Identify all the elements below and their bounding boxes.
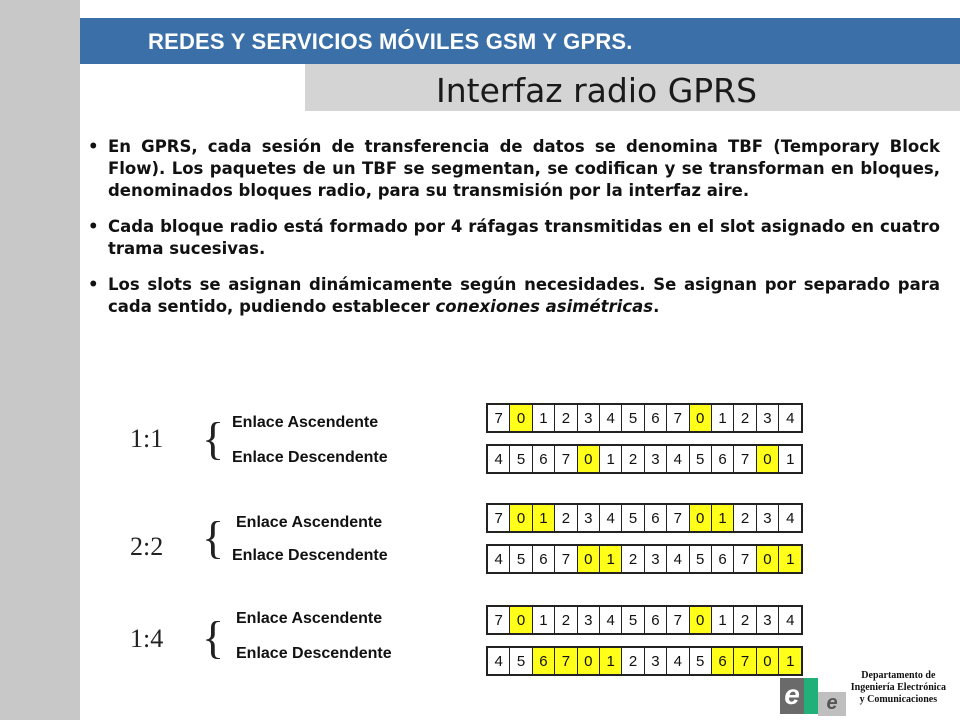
slot-cell: 1 bbox=[786, 450, 795, 468]
slot-cell: 6 bbox=[533, 446, 555, 472]
bullet-dot-icon: • bbox=[88, 137, 99, 156]
slot-cell: 1 bbox=[600, 446, 622, 472]
slot-cell-assigned: 0 bbox=[510, 505, 532, 531]
slot-cell-assigned: 6 bbox=[533, 648, 555, 674]
slot-cell-assigned: 0 bbox=[757, 446, 779, 472]
bullet-item bbox=[86, 216, 940, 260]
slot-cell: 4 bbox=[667, 546, 689, 572]
slot-cell: 6 bbox=[645, 405, 667, 431]
bullet-item bbox=[86, 274, 940, 318]
slot-cell: 7 bbox=[667, 607, 689, 633]
slot-cell: 7 bbox=[667, 505, 689, 531]
slot-cell: 4 bbox=[600, 505, 622, 531]
slot-cell: 3 bbox=[757, 405, 779, 431]
slot-cell-assigned: 7 bbox=[555, 648, 577, 674]
slot-cell-assigned: 1 bbox=[533, 505, 555, 531]
slot-cell-assigned: 0 bbox=[578, 648, 600, 674]
slot-cell: 5 bbox=[510, 648, 532, 674]
header-title: REDES Y SERVICIOS MÓVILES GSM Y GPRS. bbox=[148, 29, 633, 54]
dept-logo-icon bbox=[780, 672, 846, 716]
slot-cell: 7 bbox=[734, 546, 756, 572]
slot-row-downlink-2-2 bbox=[486, 544, 803, 574]
slot-cell: 4 bbox=[667, 446, 689, 472]
slot-cell: 7 bbox=[667, 405, 689, 431]
slot-cell: 6 bbox=[645, 607, 667, 633]
slot-cell: 7 bbox=[488, 405, 510, 431]
bullet-text: En GPRS, cada sesión de transferencia de datos se denomina TBF (Temporary Block Flow). Los paquetes de un TBF se segmentan, se codifican y se transforman en bloques, denominados bloques radio, para su transmisión por la interfaz aire. bbox=[108, 137, 940, 200]
slot-cell-assigned: 0 bbox=[757, 648, 779, 674]
downlink-label: Enlace Descendente bbox=[236, 645, 392, 662]
department-line: y Comunicaciones bbox=[859, 694, 938, 705]
slot-cell: 2 bbox=[555, 405, 577, 431]
logo-green-block bbox=[804, 678, 818, 714]
uplink-label: Enlace Ascendente bbox=[236, 610, 383, 627]
slot-cell: 6 bbox=[533, 546, 555, 572]
slot-cell: 3 bbox=[757, 505, 779, 531]
downlink-label: Enlace Descendente bbox=[232, 547, 388, 564]
slot-cell-assigned: 0 bbox=[690, 405, 712, 431]
slot-cell: 3 bbox=[578, 505, 600, 531]
slot-cell: 7 bbox=[555, 446, 577, 472]
slot-cell: 5 bbox=[622, 405, 644, 431]
slot-cell: 5 bbox=[622, 505, 644, 531]
slot-cell: 2 bbox=[555, 607, 577, 633]
slot-cell: 6 bbox=[712, 446, 734, 472]
uplink-label: Enlace Ascendente bbox=[232, 414, 379, 431]
slot-cell-assigned: 0 bbox=[578, 546, 600, 572]
bullet-text-italic: conexiones asimétricas bbox=[435, 297, 654, 316]
department-line: Departamento de bbox=[861, 670, 936, 681]
slot-cell-assigned: 1 bbox=[712, 505, 734, 531]
slot-cell: 4 bbox=[488, 546, 510, 572]
slot-cell: 7 bbox=[734, 446, 756, 472]
slot-cell: 3 bbox=[645, 546, 667, 572]
slot-cell-assigned: 1 bbox=[779, 546, 801, 572]
slot-cell: 4 bbox=[488, 648, 510, 674]
slot-cell: 1 bbox=[533, 607, 555, 633]
department-line: Ingeniería Electrónica bbox=[850, 682, 946, 693]
uplink-label: Enlace Ascendente bbox=[236, 514, 383, 531]
logo-letter-main: e bbox=[780, 678, 804, 714]
slot-cell-assigned: 0 bbox=[757, 546, 779, 572]
slot-cell: 3 bbox=[757, 607, 779, 633]
slot-cell: 4 bbox=[786, 409, 795, 427]
bullet-list bbox=[86, 136, 940, 332]
slot-row-uplink-1-4 bbox=[486, 605, 803, 635]
slot-cell-assigned: 0 bbox=[510, 405, 532, 431]
bullet-text: Los slots se asignan dinámicamente según necesidades. Se asignan por separado para cada sentido, pudiendo establecer bbox=[108, 275, 940, 316]
slot-cell: 7 bbox=[555, 546, 577, 572]
bullet-dot-icon: • bbox=[88, 217, 99, 236]
slot-cell: 5 bbox=[622, 607, 644, 633]
slot-cell: 1 bbox=[712, 405, 734, 431]
slot-cell-assigned: 0 bbox=[578, 446, 600, 472]
slot-cell-assigned: 6 bbox=[712, 648, 734, 674]
slot-cell: 4 bbox=[667, 648, 689, 674]
slot-cell: 5 bbox=[690, 446, 712, 472]
slot-cell: 3 bbox=[578, 405, 600, 431]
slot-cell: 3 bbox=[645, 648, 667, 674]
slot-cell: 5 bbox=[690, 546, 712, 572]
slot-cell: 2 bbox=[622, 546, 644, 572]
brace-2-2: { bbox=[202, 512, 225, 563]
ratio-label-2-2: 2:2 bbox=[130, 532, 164, 561]
slot-row-downlink-1-1 bbox=[486, 444, 803, 474]
department-name bbox=[851, 670, 946, 706]
slot-cell: 4 bbox=[600, 607, 622, 633]
slot-cell-assigned: 1 bbox=[600, 546, 622, 572]
bullet-text-end: . bbox=[653, 297, 660, 316]
slot-cell: 4 bbox=[600, 405, 622, 431]
slot-cell: 2 bbox=[734, 607, 756, 633]
slot-cell: 1 bbox=[533, 405, 555, 431]
slot-row-uplink-2-2 bbox=[486, 503, 803, 533]
slot-cell: 2 bbox=[555, 505, 577, 531]
slot-cell-assigned: 1 bbox=[779, 648, 801, 674]
downlink-label: Enlace Descendente bbox=[232, 449, 388, 466]
slot-cell: 5 bbox=[510, 446, 532, 472]
slot-cell-assigned: 7 bbox=[734, 648, 756, 674]
slot-cell: 4 bbox=[488, 446, 510, 472]
slot-row-downlink-1-4 bbox=[486, 646, 803, 676]
slot-cell: 2 bbox=[734, 405, 756, 431]
bullet-dot-icon: • bbox=[88, 275, 99, 294]
slot-cell: 6 bbox=[712, 546, 734, 572]
slot-cell: 2 bbox=[622, 446, 644, 472]
slot-cell-assigned: 0 bbox=[690, 607, 712, 633]
slot-cell: 5 bbox=[510, 546, 532, 572]
slot-cell: 2 bbox=[734, 505, 756, 531]
logo-letter-small: e bbox=[818, 692, 846, 716]
bullet-text: Cada bloque radio está formado por 4 ráfagas transmitidas en el slot asignado en cuatro trama sucesivas. bbox=[108, 217, 940, 258]
slot-row-uplink-1-1 bbox=[486, 403, 803, 433]
bullet-item bbox=[86, 136, 940, 202]
slide-subtitle: Interfaz radio GPRS bbox=[436, 71, 758, 110]
left-decorative-stripe bbox=[0, 0, 80, 720]
slot-cell: 4 bbox=[786, 611, 795, 629]
slot-cell: 5 bbox=[690, 648, 712, 674]
ratio-label-1-1: 1:1 bbox=[130, 424, 164, 453]
brace-1-1: { bbox=[202, 413, 225, 464]
slot-cell-assigned: 1 bbox=[600, 648, 622, 674]
slot-cell: 7 bbox=[488, 505, 510, 531]
slot-cell: 3 bbox=[578, 607, 600, 633]
slot-cell: 3 bbox=[645, 446, 667, 472]
slot-cell: 1 bbox=[712, 607, 734, 633]
ratio-label-1-4: 1:4 bbox=[130, 624, 164, 653]
slot-cell: 2 bbox=[622, 648, 644, 674]
slot-cell-assigned: 0 bbox=[690, 505, 712, 531]
brace-1-4: { bbox=[202, 612, 225, 663]
slot-cell: 6 bbox=[645, 505, 667, 531]
slot-cell: 4 bbox=[786, 509, 795, 527]
slot-cell-assigned: 0 bbox=[510, 607, 532, 633]
slot-cell: 7 bbox=[488, 607, 510, 633]
